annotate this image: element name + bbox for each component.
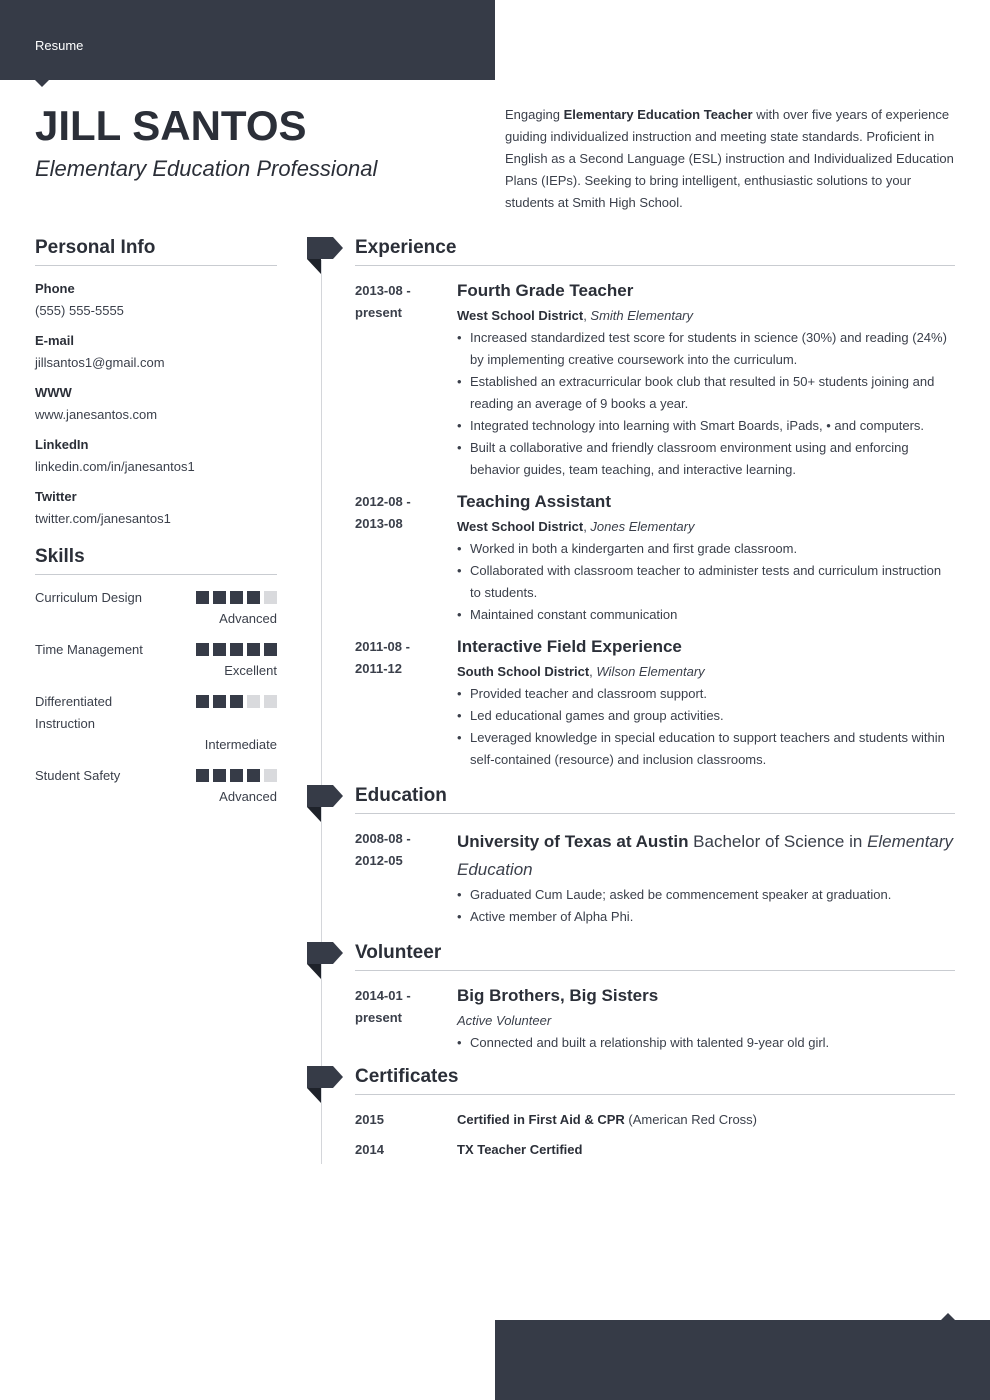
rating-square-filled xyxy=(196,695,209,708)
skill-item xyxy=(35,691,277,755)
summary xyxy=(505,104,957,214)
footer-notch xyxy=(941,1313,955,1320)
job-title: Interactive Field Experience xyxy=(457,637,682,656)
certificate-text xyxy=(457,1109,757,1131)
experience-entry xyxy=(355,636,955,771)
bullet-list xyxy=(457,884,955,928)
info-email xyxy=(35,330,277,374)
bullet-list xyxy=(457,1032,955,1054)
skill-level: Advanced xyxy=(219,789,277,804)
candidate-name: JILL SANTOS xyxy=(35,102,307,149)
certificate-text xyxy=(457,1139,582,1161)
info-value: www.janesantos.com xyxy=(35,407,158,422)
date-end: 2013-08 xyxy=(355,516,403,531)
field-of-study: Elementary Education xyxy=(457,832,954,879)
date-start: 2014-01 - xyxy=(355,988,411,1003)
skill-level: Excellent xyxy=(224,663,277,678)
header-band xyxy=(0,0,495,80)
section-flag-icon xyxy=(307,237,344,274)
list-item: • Collaborated with classroom teacher to administer tests and curriculum instruction to students. xyxy=(457,560,955,604)
info-twitter xyxy=(35,486,277,530)
info-www xyxy=(35,382,277,426)
section-flag-icon xyxy=(307,785,344,822)
volunteer-org: Big Brothers, Big Sisters xyxy=(457,986,659,1005)
skill-rating xyxy=(196,695,277,708)
role-text: Active Volunteer xyxy=(457,1013,552,1028)
personal-info-heading: Personal Info xyxy=(35,237,277,266)
skill-rating xyxy=(196,643,277,656)
employer xyxy=(457,516,955,538)
skill-name: Differentiated Instruction xyxy=(35,694,113,731)
certificate-issuer: (American Red Cross) xyxy=(624,1112,758,1127)
entry-date xyxy=(355,636,457,771)
info-label: E-mail xyxy=(35,333,75,348)
job-title: Teaching Assistant xyxy=(457,492,611,511)
info-value: jillsantos1@gmail.com xyxy=(35,355,165,370)
summary-pre: Engaging xyxy=(505,107,564,122)
date-end: 2012-05 xyxy=(355,853,403,868)
date-start: 2011-08 - xyxy=(355,639,410,654)
education-section xyxy=(355,785,955,928)
info-value: twitter.com/janesantos1 xyxy=(35,511,171,526)
rating-square-filled xyxy=(213,695,226,708)
experience-section xyxy=(355,237,955,771)
skill-item xyxy=(35,765,277,807)
summary-bold: Elementary Education Teacher xyxy=(563,107,753,122)
certificates-heading: Certificates xyxy=(355,1066,955,1095)
rating-square-filled xyxy=(247,591,260,604)
volunteer-heading: Volunteer xyxy=(355,942,955,971)
certificate-item xyxy=(355,1139,955,1161)
volunteer-entry xyxy=(355,985,955,1054)
entry-body xyxy=(457,280,955,481)
bullet-list xyxy=(457,683,955,771)
rating-square-filled xyxy=(230,643,243,656)
date-end: present xyxy=(355,1010,402,1025)
header-notch xyxy=(35,80,49,87)
rating-square-filled xyxy=(213,769,226,782)
list-item: • Led educational games and group activities. xyxy=(457,705,955,727)
list-item: • Active member of Alpha Phi. xyxy=(457,906,955,928)
certificate-item xyxy=(355,1109,955,1131)
certificate-year: 2014 xyxy=(355,1142,384,1157)
personal-info-list xyxy=(35,278,277,530)
list-item: • Maintained constant communication xyxy=(457,604,955,626)
education-degree xyxy=(457,828,955,884)
date-start: 2013-08 - xyxy=(355,283,411,298)
date-end: 2011-12 xyxy=(355,661,402,676)
volunteer-role xyxy=(457,1010,955,1032)
date-end: present xyxy=(355,305,402,320)
rating-square-filled xyxy=(247,769,260,782)
rating-square-empty xyxy=(264,769,277,782)
degree-name: Bachelor of Science in xyxy=(688,832,868,851)
list-item: • Built a collaborative and friendly classroom environment using and enforcing behavior guides, team teaching, and interactive learning. xyxy=(457,437,955,481)
section-flag-icon xyxy=(307,1066,344,1103)
info-value: linkedin.com/in/janesantos1 xyxy=(35,459,195,474)
employer xyxy=(457,305,955,327)
rating-square-filled xyxy=(196,769,209,782)
experience-entry xyxy=(355,491,955,626)
rating-square-filled xyxy=(196,591,209,604)
employer-location: Smith Elementary xyxy=(590,308,694,323)
employer-sep: , xyxy=(583,308,591,323)
info-value: (555) 555-5555 xyxy=(35,303,124,318)
rating-square-filled xyxy=(264,643,277,656)
experience-heading: Experience xyxy=(355,237,955,266)
list-item: • Provided teacher and classroom support. xyxy=(457,683,955,705)
date-start: 2012-08 - xyxy=(355,494,411,509)
certificates-section xyxy=(355,1066,955,1161)
date-start: 2008-08 - xyxy=(355,831,411,846)
employer-location: Jones Elementary xyxy=(590,519,695,534)
job-title: Fourth Grade Teacher xyxy=(457,281,634,300)
info-label: Twitter xyxy=(35,489,77,504)
skill-item xyxy=(35,587,277,629)
list-item: • Integrated technology into learning with Smart Boards, iPads, • and computers. xyxy=(457,415,955,437)
info-linkedin xyxy=(35,434,277,478)
rating-square-filled xyxy=(230,769,243,782)
skill-item xyxy=(35,639,277,681)
skill-name: Curriculum Design xyxy=(35,590,142,605)
skill-name: Time Management xyxy=(35,642,143,657)
info-label: Phone xyxy=(35,281,75,296)
entry-date xyxy=(355,828,457,928)
entry-date xyxy=(355,985,457,1054)
skill-rating xyxy=(196,591,277,604)
entry-body xyxy=(457,636,955,771)
education-entry xyxy=(355,828,955,928)
school-name: University of Texas at Austin xyxy=(457,832,689,851)
list-item: • Leveraged knowledge in special education to support teachers and students within self-contained (resource) and inclusion classrooms. xyxy=(457,727,955,771)
certificate-year: 2015 xyxy=(355,1112,384,1127)
list-item: • Connected and built a relationship with talented 9-year old girl. xyxy=(457,1032,955,1054)
rating-square-filled xyxy=(247,643,260,656)
timeline-line xyxy=(321,260,322,1164)
info-phone xyxy=(35,278,277,322)
rating-square-empty xyxy=(247,695,260,708)
employer xyxy=(457,661,955,683)
entry-date xyxy=(355,280,457,481)
rating-square-filled xyxy=(230,591,243,604)
info-label: WWW xyxy=(35,385,72,400)
employer-name: South School District xyxy=(457,664,590,679)
skills-heading: Skills xyxy=(35,546,277,575)
list-item: • Graduated Cum Laude; asked be commencement speaker at graduation. xyxy=(457,884,955,906)
section-flag-icon xyxy=(307,942,344,979)
footer-band xyxy=(495,1320,990,1400)
rating-square-filled xyxy=(230,695,243,708)
entry-body xyxy=(457,491,955,626)
summary-post: with over five years of experience guiding individualized instruction and meeting state standards. Proficient in English as a Second Language (ESL) instruction and Individualized Education Plans (IEPs). Seeking to bring intelligent, enthusiastic solutions to your students at Smith High School. xyxy=(505,107,954,210)
volunteer-section xyxy=(355,942,955,1054)
employer-name: West School District xyxy=(457,519,584,534)
right-column xyxy=(355,237,955,1169)
left-column xyxy=(35,237,277,817)
skill-name: Student Safety xyxy=(35,768,121,783)
skill-rating xyxy=(196,769,277,782)
list-item: • Worked in both a kindergarten and first grade classroom. xyxy=(457,538,955,560)
rating-square-filled xyxy=(213,643,226,656)
skill-level: Intermediate xyxy=(204,737,277,752)
entry-body xyxy=(457,985,955,1054)
rating-square-empty xyxy=(264,591,277,604)
employer-sep: , xyxy=(589,664,597,679)
skill-level: Advanced xyxy=(219,611,277,626)
entry-body xyxy=(457,828,955,928)
skills-section xyxy=(35,546,277,807)
candidate-title: Elementary Education Professional xyxy=(35,156,378,181)
list-item: • Established an extracurricular book club that resulted in 50+ students joining and reading an average of 9 books a year. xyxy=(457,371,955,415)
employer-location: Wilson Elementary xyxy=(596,664,705,679)
education-heading: Education xyxy=(355,785,955,814)
bullet-list xyxy=(457,538,955,626)
rating-square-filled xyxy=(196,643,209,656)
certificate-name: Certified in First Aid & CPR xyxy=(457,1112,625,1127)
entry-date xyxy=(355,491,457,626)
certificate-name: TX Teacher Certified xyxy=(457,1142,583,1157)
employer-name: West School District xyxy=(457,308,584,323)
info-label: LinkedIn xyxy=(35,437,89,452)
rating-square-filled xyxy=(213,591,226,604)
list-item: • Increased standardized test score for students in science (30%) and reading (24%) by implementing creative coursework into the curriculum. xyxy=(457,327,955,371)
experience-entry xyxy=(355,280,955,481)
bullet-list xyxy=(457,327,955,481)
employer-sep: , xyxy=(583,519,591,534)
header-label: Resume xyxy=(35,38,84,53)
rating-square-empty xyxy=(264,695,277,708)
